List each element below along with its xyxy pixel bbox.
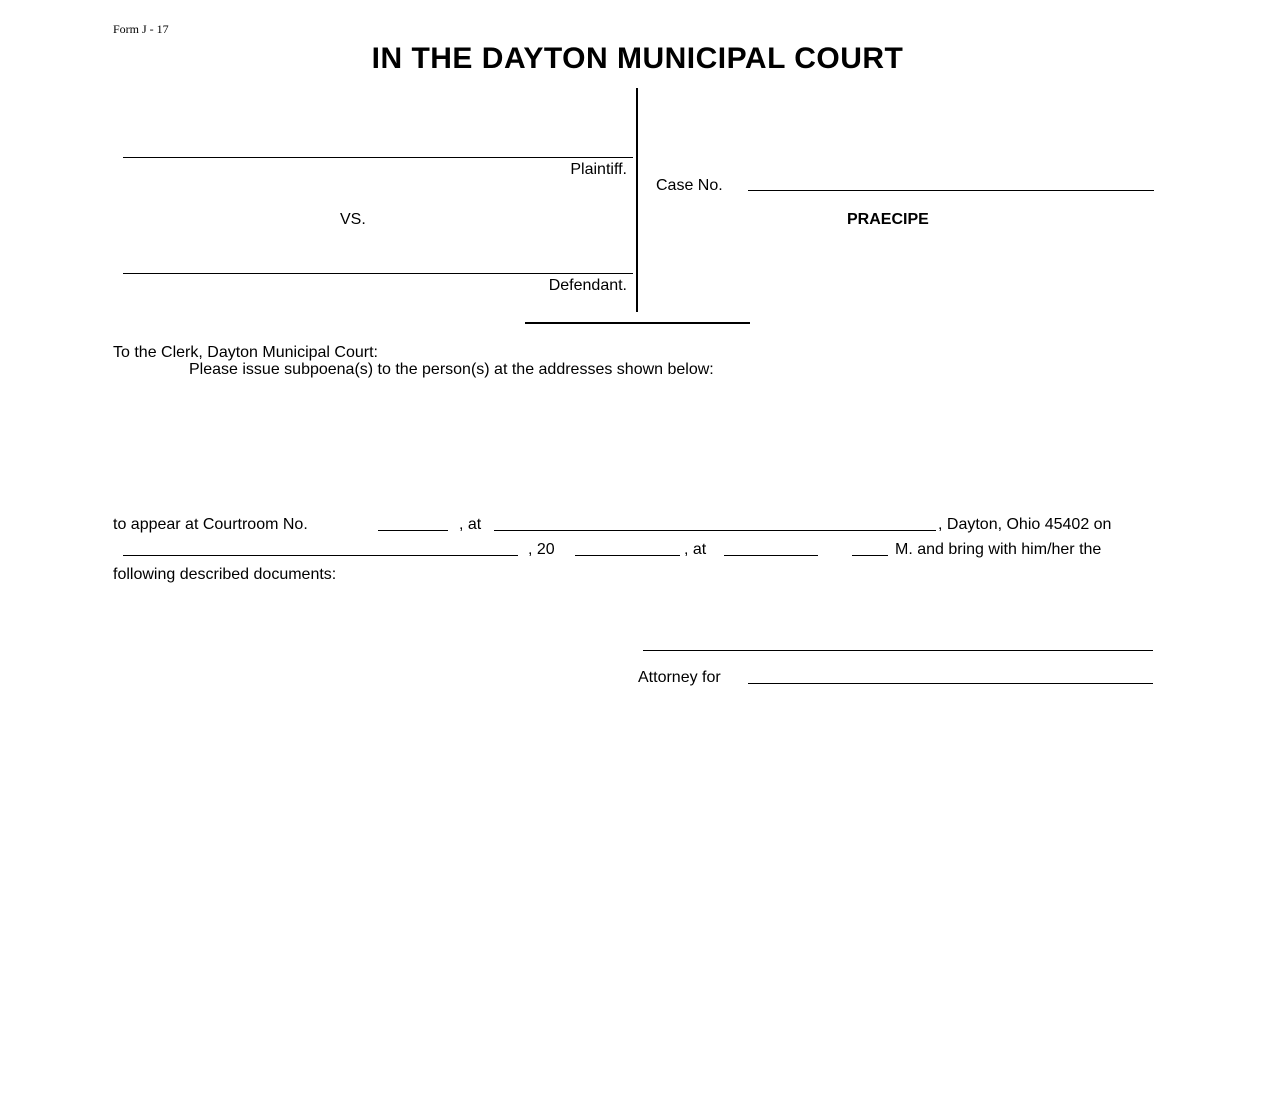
plaintiff-name-field[interactable] bbox=[123, 157, 633, 158]
at-label: , at bbox=[459, 516, 482, 533]
court-title: IN THE DAYTON MUNICIPAL COURT bbox=[371, 42, 904, 75]
year-field[interactable] bbox=[575, 555, 680, 556]
attorney-for-label: Attorney for bbox=[638, 669, 721, 686]
salutation: To the Clerk, Dayton Municipal Court: bbox=[113, 344, 378, 361]
attorney-signature-field[interactable] bbox=[643, 650, 1153, 651]
year-label: , 20 bbox=[528, 541, 555, 558]
location-suffix: , Dayton, Ohio 45402 on bbox=[938, 516, 1112, 533]
vs-label: VS. bbox=[340, 211, 366, 228]
am-pm-field[interactable] bbox=[852, 555, 888, 556]
date-field[interactable] bbox=[123, 555, 518, 556]
attorney-for-field[interactable] bbox=[748, 683, 1153, 684]
defendant-label: Defendant. bbox=[548, 277, 627, 294]
appear-text: to appear at Courtroom No. bbox=[113, 516, 308, 533]
request-text: Please issue subpoena(s) to the person(s) at the addresses shown below: bbox=[189, 361, 714, 378]
defendant-name-field[interactable] bbox=[123, 273, 633, 274]
time-field[interactable] bbox=[724, 555, 818, 556]
form-id: Form J - 17 bbox=[113, 22, 169, 36]
bring-text: M. and bring with him/her the bbox=[895, 541, 1102, 558]
caption-underline bbox=[525, 322, 750, 324]
case-no-label: Case No. bbox=[656, 177, 723, 194]
at-time-label: , at bbox=[684, 541, 707, 558]
courtroom-no-field[interactable] bbox=[378, 530, 448, 531]
plaintiff-label: Plaintiff. bbox=[570, 161, 627, 178]
document-title: PRAECIPE bbox=[847, 211, 929, 228]
location-field[interactable] bbox=[494, 530, 936, 531]
documents-text: following described documents: bbox=[113, 566, 337, 583]
case-no-field[interactable] bbox=[748, 190, 1154, 191]
caption-divider bbox=[636, 88, 638, 312]
